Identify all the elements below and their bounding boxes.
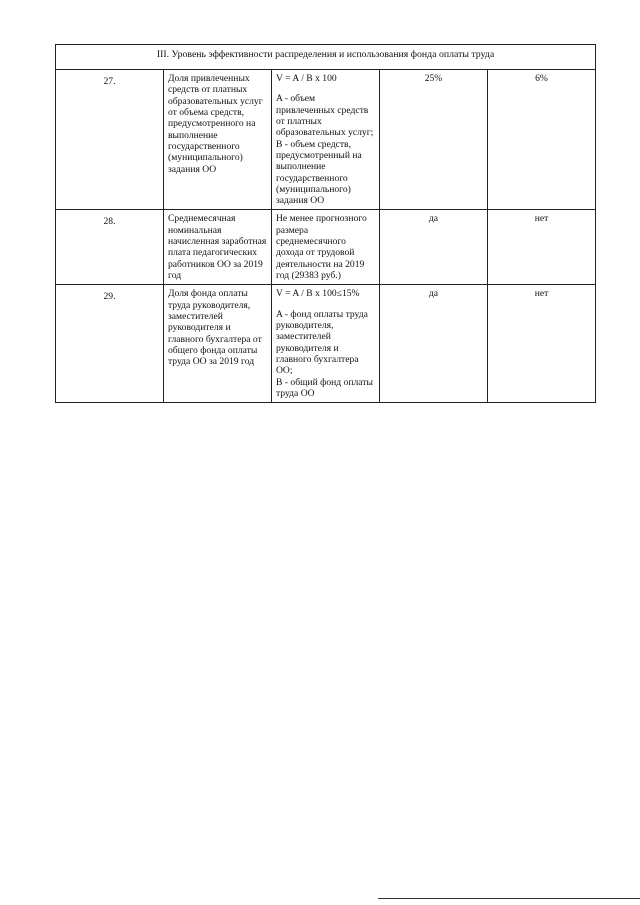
value-cell-2: 6% <box>488 70 596 210</box>
formula-note: A - объем привлеченных средств от платных образовательных услуг; <box>276 93 374 139</box>
value-cell-2: нет <box>488 210 596 285</box>
formula-main: V = A / B x 100 <box>276 73 337 84</box>
indicator-name: Среднемесячная номинальная начисленная заработная плата педагогических работников ОО за 2019 год <box>164 210 272 285</box>
value-cell-1: да <box>380 210 488 285</box>
formula-note: B - объем средств, предусмотренный на выполнение государственного (муниципального) задания ОО <box>276 138 362 207</box>
formula-note: A - фонд оплаты труда руководителя, заместителей руководителя и главного бухгалтера ОО; <box>276 308 368 377</box>
indicator-name: Доля привлеченных средств от платных образовательных услуг от объема средств, предусмотренного на выполнение государственного (муниципального) задания ОО <box>164 70 272 210</box>
row-number: 28. <box>56 210 164 285</box>
formula-main: Не менее прогнозного размера среднемесячного дохода от трудовой деятельности на 2019 год (29383 руб.) <box>276 213 367 281</box>
efficiency-table <box>55 44 596 403</box>
value-cell-2: нет <box>488 285 596 403</box>
value-cell-1: да <box>380 285 488 403</box>
section-title: III. Уровень эффективности распределения и использования фонда оплаты труда <box>56 45 596 70</box>
table-row <box>56 70 596 210</box>
page-footer-rule <box>378 898 640 899</box>
formula-cell <box>272 70 380 210</box>
formula-main: V = A / B x 100≤15% <box>276 288 360 300</box>
table-row <box>56 210 596 285</box>
formula-cell <box>272 210 380 285</box>
row-number: 29. <box>56 285 164 403</box>
formula-cell <box>272 285 380 403</box>
table-row <box>56 285 596 403</box>
indicator-name: Доля фонда оплаты труда руководителя, заместителей руководителя и главного бухгалтера от общего фонда оплаты труда ОО за 2019 год <box>164 285 272 403</box>
section-header-row <box>56 45 596 70</box>
row-number: 27. <box>56 70 164 210</box>
value-cell-1: 25% <box>380 70 488 210</box>
formula-note: В - общий фонд оплаты труда ОО <box>276 376 373 399</box>
